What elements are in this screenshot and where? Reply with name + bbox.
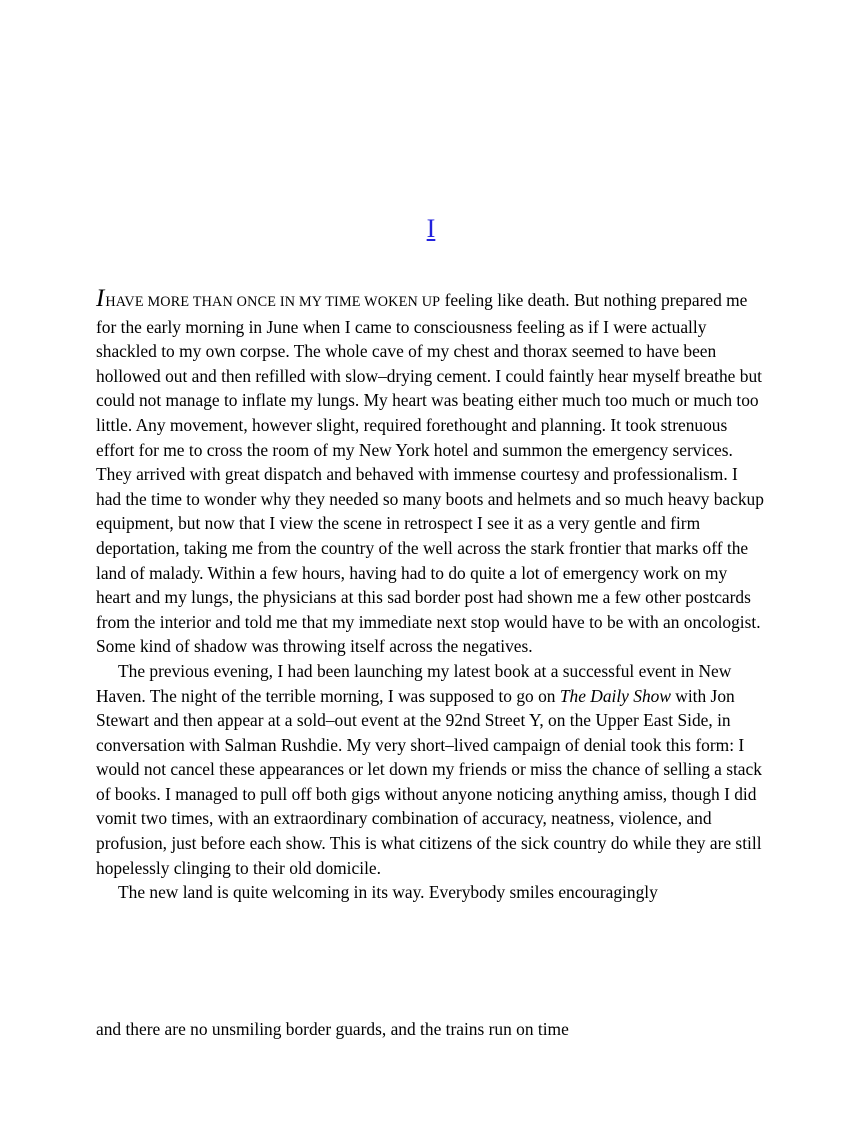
paragraph-third-clipped-line: and there are no unsmiling border guards, and the trains run on time <box>96 1019 569 1039</box>
chapter-number: I <box>426 214 436 243</box>
paragraph-second-part1: The previous evening, I had been launching my latest book at a successful event in New Haven. The night of the terrible morning, I was supposed to go on <box>96 660 732 706</box>
paragraph-first <box>96 286 766 659</box>
small-caps-lead-in: HAVE MORE THAN ONCE IN MY TIME WOKEN UP <box>105 294 441 310</box>
show-title: The Daily Show <box>559 685 671 706</box>
paragraph-first-body: feeling like death. But nothing prepared me for the early morning in June when I came to consciousness feeling as if I were actually shackled to my own corpse. The whole cave of my chest and thorax seemed to have been hollowed out and then refilled with slow–drying cement. I could faintly hear myself breathe but could not manage to inflate my lungs. My heart was beating either much too much or much too little. Any movement, however slight, required forethought and planning. It took strenuous effort for me to cross the room of my New York hotel and summon the emergency services. They arrived with great dispatch and behaved with immense courtesy and professionalism. I had the time to wonder why they needed so many boots and helmets and so much heavy backup equipment, but now that I view the scene in retrospect I see it as a very gentle and firm deportation, taking me from the country of the well across the stark frontier that marks off the land of malady. Within a few hours, having had to do quite a lot of emergency work on my heart and my lungs, the physicians at this sad border post had shown me a few other postcards from the interior and told me that my immediate next stop would have to be with an oncologist. Some kind of shadow was throwing itself across the negatives. <box>96 290 764 657</box>
paragraph-second-part2: with Jon Stewart and then appear at a sold–out event at the 92nd Street Y, on the Upper East Side, in conversation with Salman Rushdie. My very short–lived campaign of denial took this form: I would not cancel these appearances or let down my friends or miss the chance of selling a stack of books. I managed to pull off both gigs without anyone noticing anything amiss, though I did vomit two times, with an extraordinary combination of accuracy, neatness, violence, and profusion, just before each show. This is what citizens of the sick country do while they are still hopelessly clinging to their old domicile. <box>96 685 762 878</box>
drop-cap: I <box>96 285 105 312</box>
paragraph-third: The new land is quite welcoming in its way. Everybody smiles encouragingly <box>118 882 658 903</box>
body-text <box>96 286 766 905</box>
paragraph-second <box>96 659 766 880</box>
